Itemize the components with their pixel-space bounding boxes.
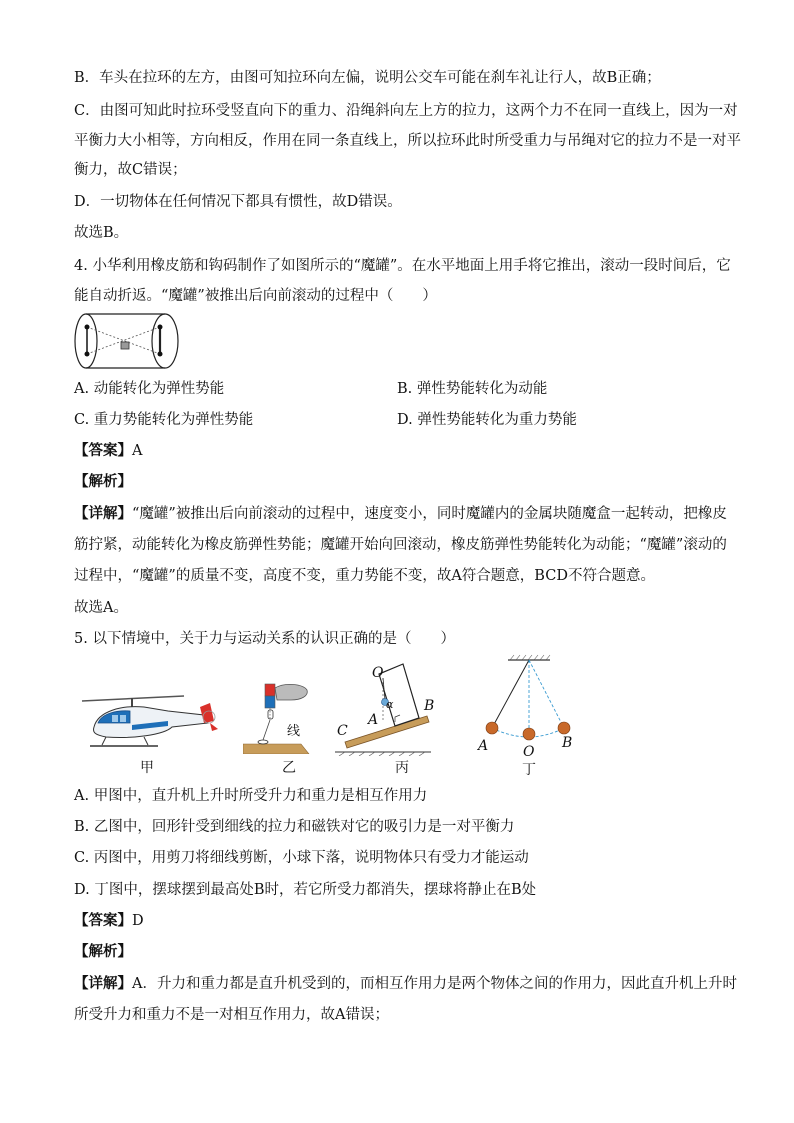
option-c: C. 重力势能转化为弹性势能	[74, 412, 254, 428]
text-line: D．一切物体在任何情况下都具有惯性，故D错误。	[74, 194, 402, 210]
answer-line	[74, 911, 724, 931]
detail-label: 【详解】	[74, 505, 132, 522]
detail-line	[74, 504, 727, 524]
figure-caption-yi: 乙	[282, 760, 296, 776]
question-4-stem: 4. 小华利用橡皮筋和钩码制作了如图所示的“魔罐”。在水平地面上用手将它推出，滚动一段时间后，它	[74, 258, 731, 274]
detail-line: 所受升力和重力不是一对相互作用力，故A错误；	[74, 1007, 389, 1023]
option-d: D. 弹性势能转化为重力势能	[397, 412, 577, 428]
figure-caption-ding: 丁	[522, 762, 536, 778]
text-line: 衡力，故C错误；	[74, 162, 187, 178]
magic-can-figure	[72, 312, 184, 370]
point-o-label: O	[372, 665, 384, 681]
figure-caption-bing: 丙	[395, 760, 409, 776]
text-line: 故选B。	[74, 225, 129, 241]
text-line: B．车头在拉环的左方，由图可知拉环向左偏，说明公交车可能在刹车礼让行人，故B正确；	[74, 70, 661, 86]
magnet-clip-figure	[243, 680, 313, 754]
analysis-label: 【解析】	[74, 473, 132, 490]
option-a: A. 动能转化为弹性势能	[74, 381, 225, 397]
point-a-label: A	[368, 712, 379, 728]
thread-label: 线	[287, 724, 301, 739]
figure-caption-jia: 甲	[140, 760, 154, 776]
detail-line: 筋拧紧，动能转化为橡皮筋弹性势能；魔罐开始向回滚动，橡皮筋弹性势能转化为动能；“魔罐”滚动的	[74, 537, 727, 553]
angle-alpha-label: α	[386, 698, 394, 711]
answer-line	[74, 441, 724, 461]
option-a: A. 甲图中，直升机上升时所受升力和重力是相互作用力	[74, 788, 428, 804]
detail-text: “魔罐”被推出后向前滚动的过程中，速度变小，同时魔罐内的金属块随魔盒一起转动，把橡皮	[132, 506, 727, 522]
text-line: C．由图可知此时拉环受竖直向下的重力、沿绳斜向左上方的拉力，这两个力不在同一直线上，因为一对	[74, 103, 738, 119]
answer-label: 【答案】	[74, 912, 132, 929]
pendulum-a-label: A	[478, 738, 489, 754]
answer-value: A	[132, 443, 143, 459]
option-b: B. 弹性势能转化为动能	[397, 381, 548, 397]
question-5-stem: 5. 以下情境中，关于力与运动关系的认识正确的是（ ）	[74, 631, 455, 647]
pendulum-o-label: O	[523, 744, 535, 760]
point-b-label: B	[424, 698, 435, 714]
detail-text: A．升力和重力都是直升机受到的，而相互作用力是两个物体之间的作用力，因此直升机上升时	[132, 976, 737, 992]
magnet-pole-label: N	[244, 683, 250, 692]
point-c-label: C	[337, 723, 348, 739]
detail-line: 过程中，“魔罐”的质量不变，高度不变，重力势能不变，故A符合题意，BCD不符合题意。	[74, 568, 655, 584]
detail-line	[74, 974, 737, 994]
text-line: 平衡力大小相等，方向相反，作用在同一条直线上，所以拉环此时所受重力与吊绳对它的拉力不是一对平	[74, 133, 741, 149]
option-b: B. 乙图中，回形针受到细线的拉力和磁铁对它的吸引力是一对平衡力	[74, 819, 515, 835]
option-c: C. 丙图中，用剪刀将细线剪断，小球下落，说明物体只有受力才能运动	[74, 850, 529, 866]
question-4-stem: 能自动折返。“魔罐”被推出后向前滚动的过程中（ ）	[74, 288, 437, 304]
detail-label: 【详解】	[74, 975, 132, 992]
analysis-label: 【解析】	[74, 943, 132, 960]
incline-ball-figure	[335, 660, 435, 756]
answer-label: 【答案】	[74, 442, 132, 459]
text-line: 故选A。	[74, 600, 128, 616]
option-d: D. 丁图中，摆球摆到最高处B时，若它所受力都消失，摆球将静止在B处	[74, 882, 537, 898]
helicopter-figure	[72, 693, 222, 753]
pendulum-b-label: B	[562, 735, 573, 751]
answer-value: D	[132, 913, 144, 929]
